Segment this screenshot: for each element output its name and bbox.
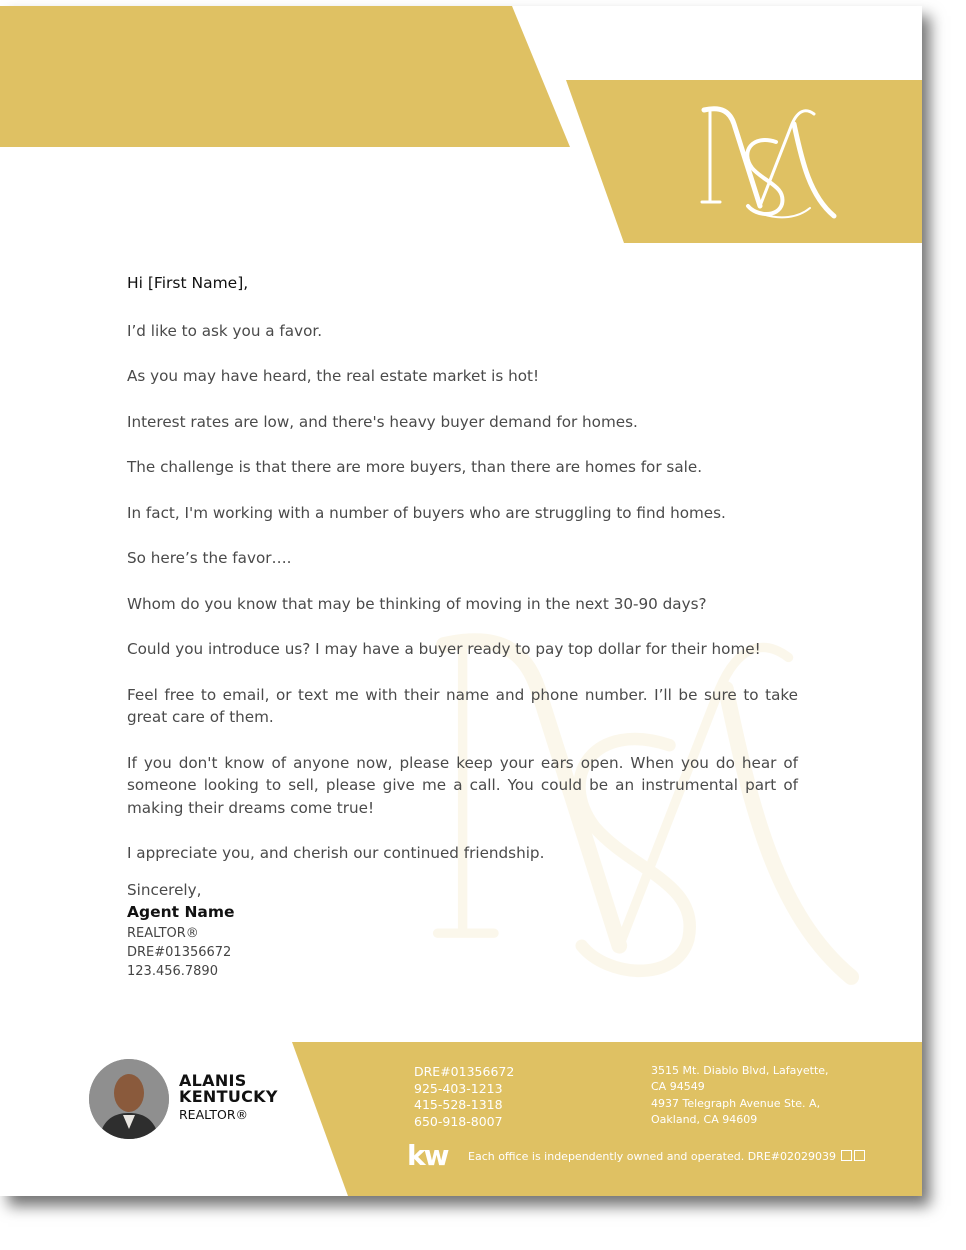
letter-paragraph: I’d like to ask you a favor. [127,321,323,340]
footer-agent-first-name: ALANIS [179,1071,247,1090]
signature-title: REALTOR® [127,925,199,941]
letterhead-page [0,6,922,1196]
footer-agent-last-name: KENTUCKY [179,1087,278,1106]
footer-contact [414,1064,514,1130]
footer-disclaimer [468,1150,865,1163]
signature-name: Agent Name [127,903,235,921]
footer-phone: 925-403-1213 [414,1080,503,1096]
kw-logo-icon: kw [407,1139,448,1172]
letter-paragraph: Interest rates are low, and there's heavy buyer demand for homes. [127,412,638,431]
footer-address-line: CA 94549 [651,1080,705,1094]
letter-closing: Sincerely, [127,880,202,899]
footer-phone: 415-528-1318 [414,1097,503,1112]
signature-license: DRE#01356672 [127,944,232,960]
letter-paragraph: As you may have heard, the real estate market is hot! [127,367,540,385]
letter-paragraph: Could you introduce us? I may have a buyer ready to pay top dollar for their home! [127,640,761,658]
header-band-left [0,6,570,147]
footer-address-line: Oakland, CA 94609 [651,1112,758,1126]
letter-paragraph: I appreciate you, and cherish our continued friendship. [127,844,545,862]
letter-paragraph: Whom do you know that may be thinking of moving in the next 30-90 days? [127,594,707,613]
disclaimer-text: Each office is independently owned and operated. DRE#02029039 [468,1150,836,1163]
ms-monogram-logo [690,102,840,224]
footer-address-line: 3515 Mt. Diablo Blvd, Lafayette, [651,1064,829,1077]
footer-addresses [651,1063,829,1128]
equal-housing-icon [854,1150,865,1161]
letter-paragraph: If you don't know of anyone now, please keep your ears open. When you do hear of someone looking to sell, please give me a call. You could be an instrumental part of making their dreams come true! [127,753,798,817]
letter-paragraph: So here’s the favor…. [127,549,292,567]
signature-phone: 123.456.7890 [127,963,218,979]
letter-paragraph: In fact, I'm working with a number of buyers who are struggling to find homes. [127,503,726,522]
footer-address-line: 4937 Telegraph Avenue Ste. A, [651,1096,821,1110]
agent-avatar [89,1059,169,1139]
footer-agent-title: REALTOR® [179,1107,249,1122]
letter-paragraph: The challenge is that there are more buyers, than there are homes for sale. [127,458,703,476]
letter-paragraph: Feel free to email, or text me with their name and phone number. I’ll be sure to take great care of them. [127,685,798,726]
agent-photo-icon [89,1059,169,1139]
letter-body [127,272,798,981]
realtor-icon [841,1150,852,1161]
footer-license: DRE#01356672 [414,1064,515,1079]
letter-greeting: Hi [First Name], [127,274,249,292]
footer-phone: 650-918-8007 [414,1113,503,1129]
